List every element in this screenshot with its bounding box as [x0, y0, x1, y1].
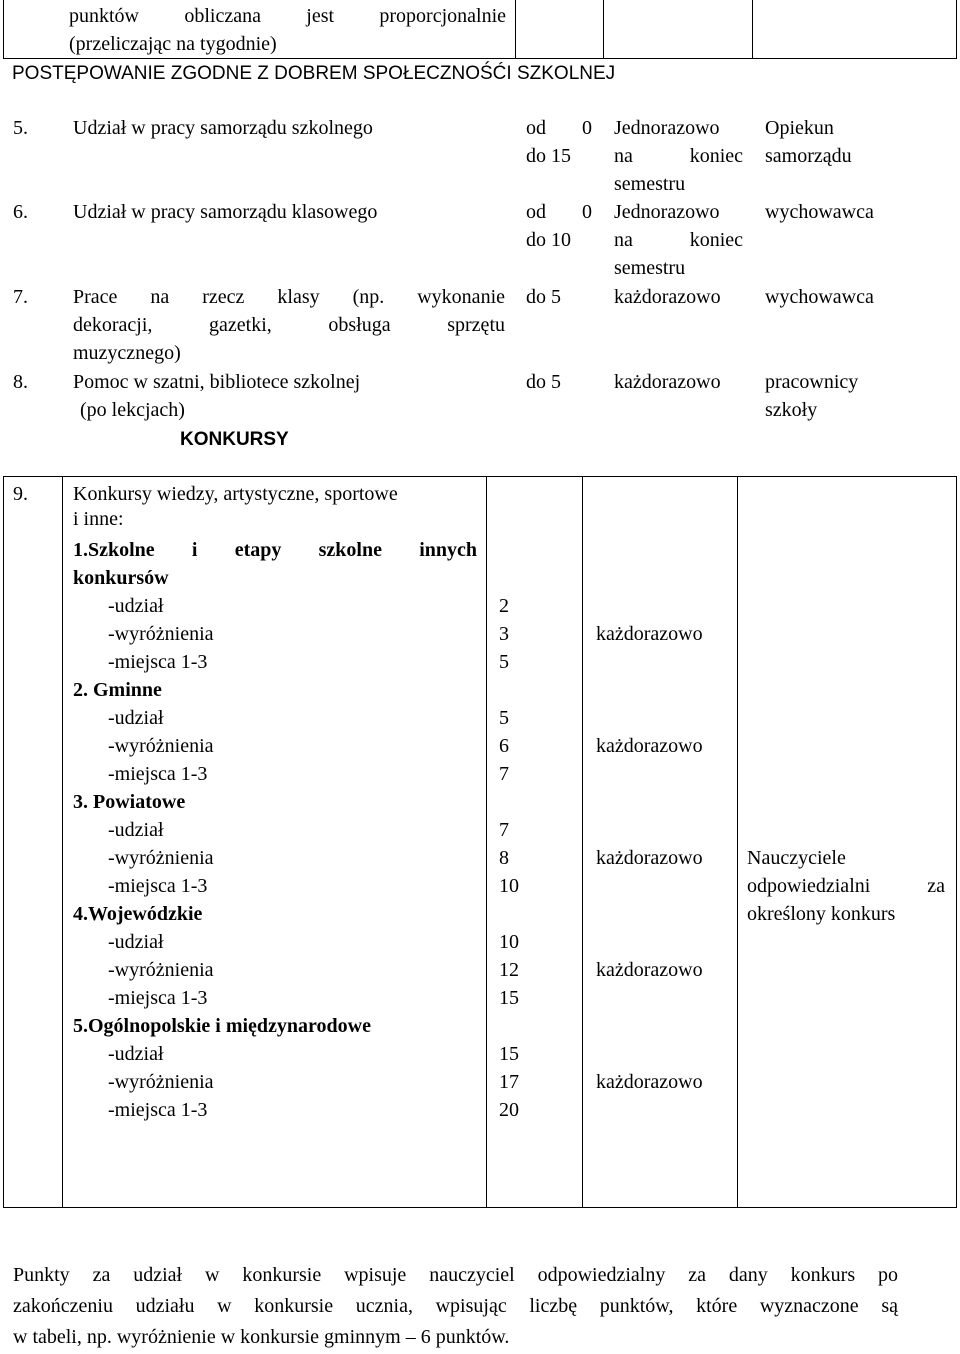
row-7-description-line2: dekoracji, gazetki, obsługa sprzętu: [73, 314, 505, 336]
level-1-title-line2: konkursów: [73, 567, 169, 589]
row-6-responsible: wychowawca: [765, 201, 874, 223]
top-row-text-line2: (przeliczając na tygodnie): [69, 33, 277, 55]
row-8-description-line1: Pomoc w szatni, bibliotece szkolnej: [73, 371, 361, 393]
row-8-description-line2: (po lekcjach): [80, 399, 185, 421]
level-2-item-distinctions: -wyróżnienia: [108, 735, 214, 757]
level-3-frequency: każdorazowo: [596, 847, 703, 869]
row-8-number: 8.: [13, 371, 28, 393]
row-7-number: 7.: [13, 286, 28, 308]
level-4-points-1: 10: [499, 931, 519, 953]
level-1-frequency: każdorazowo: [596, 623, 703, 645]
level-3-item-distinctions: -wyróżnienia: [108, 847, 214, 869]
row-6-points-line1: od 0: [526, 201, 592, 223]
row-5-frequency-line3: semestru: [614, 173, 686, 195]
level-5-item-distinctions: -wyróżnienia: [108, 1071, 214, 1093]
level-2-points-3: 7: [499, 763, 509, 785]
footer-line2: zakończeniu udziału w konkursie ucznia, wpisując liczbę punktów, które wyznaczone są: [13, 1295, 898, 1317]
contests-responsible-line2: odpowiedzialni za: [747, 875, 945, 897]
top-row-text-line1: punktów obliczana jest proporcjonalnie: [69, 5, 506, 27]
level-2-frequency: każdorazowo: [596, 735, 703, 757]
row-8-responsible-line1: pracownicy: [765, 371, 859, 393]
row-6-description: Udział w pracy samorządu klasowego: [73, 201, 378, 223]
level-3-item-places: -miejsca 1-3: [108, 875, 208, 897]
row-5-responsible-line2: samorządu: [765, 145, 852, 167]
level-3-points-3: 10: [499, 875, 519, 897]
level-4-item-participation: -udział: [108, 931, 164, 953]
contests-intro-line1: Konkursy wiedzy, artystyczne, sportowe: [73, 483, 398, 505]
contests-responsible-line3: określony konkurs: [747, 903, 896, 925]
level-1-title-line1: 1.Szkolne i etapy szkolne innych: [73, 539, 477, 561]
level-5-item-places: -miejsca 1-3: [108, 1099, 208, 1121]
contests-responsible-line1: Nauczyciele: [747, 847, 846, 869]
level-4-points-2: 12: [499, 959, 519, 981]
level-4-title: 4.Wojewódzkie: [73, 903, 203, 925]
level-1-points-2: 3: [499, 623, 509, 645]
section-heading-social: POSTĘPOWANIE ZGODNE Z DOBREM SPOŁECZNOŚĆI SZKOLNEJ: [12, 63, 616, 84]
level-2-points-1: 5: [499, 707, 509, 729]
level-3-points-2: 8: [499, 847, 509, 869]
row-8-responsible-line2: szkoły: [765, 399, 818, 421]
level-2-item-places: -miejsca 1-3: [108, 763, 208, 785]
row-7-description-line1: Prace na rzecz klasy (np. wykonanie: [73, 286, 505, 308]
row-5-responsible-line1: Opiekun: [765, 117, 834, 139]
footer-line1: Punkty za udział w konkursie wpisuje nauczyciel odpowiedzialny za dany konkurs po: [13, 1264, 898, 1286]
level-5-frequency: każdorazowo: [596, 1071, 703, 1093]
level-5-points-2: 17: [499, 1071, 519, 1093]
row-8-frequency: każdorazowo: [614, 371, 721, 393]
level-1-item-participation: -udział: [108, 595, 164, 617]
level-3-item-participation: -udział: [108, 819, 164, 841]
row-7-responsible: wychowawca: [765, 286, 874, 308]
contests-intro-line2: i inne:: [73, 508, 124, 530]
level-3-title: 3. Powiatowe: [73, 791, 186, 813]
row-6-points-line2: do 10: [526, 229, 571, 251]
level-5-points-1: 15: [499, 1043, 519, 1065]
level-1-points-3: 5: [499, 651, 509, 673]
level-1-points-1: 2: [499, 595, 509, 617]
level-2-points-2: 6: [499, 735, 509, 757]
row-6-frequency-line3: semestru: [614, 257, 686, 279]
footer-note: [13, 1260, 898, 1353]
level-2-title: 2. Gminne: [73, 679, 162, 701]
row-8-points: do 5: [526, 371, 561, 393]
level-5-item-participation: -udział: [108, 1043, 164, 1065]
footer-line3: w tabeli, np. wyróżnienie w konkursie gminnym – 6 punktów.: [13, 1326, 510, 1348]
row-5-points-line2: do 15: [526, 145, 571, 167]
row-6-frequency-line1: Jednorazowo: [614, 201, 720, 223]
section-heading-contests: KONKURSY: [180, 429, 289, 450]
level-4-points-3: 15: [499, 987, 519, 1009]
level-4-frequency: każdorazowo: [596, 959, 703, 981]
contests-number: 9.: [13, 483, 28, 505]
row-5-frequency-line1: Jednorazowo: [614, 117, 720, 139]
row-7-frequency: każdorazowo: [614, 286, 721, 308]
level-1-item-distinctions: -wyróżnienia: [108, 623, 214, 645]
row-6-frequency-line2: na koniec: [614, 229, 743, 251]
level-4-item-distinctions: -wyróżnienia: [108, 959, 214, 981]
level-1-item-places: -miejsca 1-3: [108, 651, 208, 673]
level-3-points-1: 7: [499, 819, 509, 841]
row-6-number: 6.: [13, 201, 28, 223]
row-5-description: Udział w pracy samorządu szkolnego: [73, 117, 373, 139]
row-5-frequency-line2: na koniec: [614, 145, 743, 167]
row-5-points-line1: od 0: [526, 117, 592, 139]
row-5-number: 5.: [13, 117, 28, 139]
level-4-item-places: -miejsca 1-3: [108, 987, 208, 1009]
row-7-points: do 5: [526, 286, 561, 308]
level-5-title: 5.Ogólnopolskie i międzynarodowe: [73, 1015, 371, 1037]
level-5-points-3: 20: [499, 1099, 519, 1121]
level-2-item-participation: -udział: [108, 707, 164, 729]
row-7-description-line3: muzycznego): [73, 342, 181, 364]
